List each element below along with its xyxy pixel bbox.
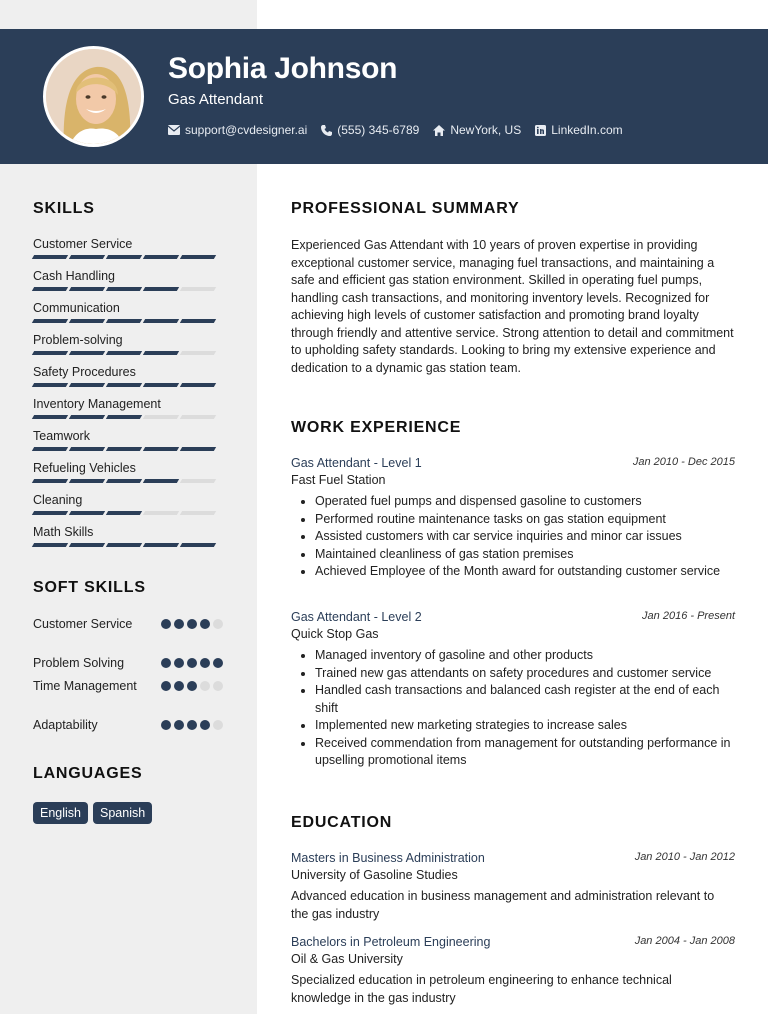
school-name: Oil & Gas University xyxy=(291,952,403,966)
location-text: NewYork, US xyxy=(450,123,522,137)
soft-skill-row xyxy=(33,678,223,695)
skill-level-segment xyxy=(180,543,216,547)
skill-level-bars xyxy=(33,447,215,451)
skill-level-segment xyxy=(143,511,179,515)
skill-level-segment xyxy=(143,351,179,355)
soft-skill-label: Time Management xyxy=(33,679,137,693)
job-bullet: Achieved Employee of the Month award for outstanding customer service xyxy=(291,563,735,581)
job-bullet: Trained new gas attendants on safety procedures and customer service xyxy=(291,665,735,683)
rating-dot xyxy=(161,720,171,730)
skill-level-bars xyxy=(33,543,215,547)
skill-level-segment xyxy=(69,447,105,451)
job-bullet: Maintained cleanliness of gas station premises xyxy=(291,546,735,564)
education-entry xyxy=(291,935,735,1007)
skill-level-segment xyxy=(180,447,216,451)
skill-level-segment xyxy=(180,319,216,323)
resume-header xyxy=(0,29,768,164)
rating-dot xyxy=(174,720,184,730)
job-bullet: Received commendation from management for outstanding performance in upselling promotional items xyxy=(291,735,735,770)
job-bullets xyxy=(291,493,735,581)
soft-skill-rating xyxy=(161,720,223,730)
rating-dot xyxy=(213,681,223,691)
main-column xyxy=(291,200,735,377)
skill-level-segment xyxy=(143,415,179,419)
job-entry xyxy=(291,610,735,770)
education-dates: Jan 2004 - Jan 2008 xyxy=(634,935,735,947)
rating-dot xyxy=(213,619,223,629)
skill-level-segment xyxy=(32,351,68,355)
summary-heading: PROFESSIONAL SUMMARY xyxy=(291,200,520,217)
skills-heading: SKILLS xyxy=(33,200,95,217)
skill-level-segment xyxy=(32,447,68,451)
soft-skill-row xyxy=(33,717,223,734)
contact-location[interactable] xyxy=(433,123,521,137)
school-name: University of Gasoline Studies xyxy=(291,868,458,882)
skill-level-segment xyxy=(69,543,105,547)
skill-level-bars xyxy=(33,319,215,323)
skill-level-segment xyxy=(143,383,179,387)
skill-level-segment xyxy=(69,383,105,387)
skill-level-segment xyxy=(180,415,216,419)
contact-email[interactable] xyxy=(168,123,307,137)
languages-list xyxy=(33,802,152,824)
skill-row xyxy=(33,461,223,493)
skill-level-segment xyxy=(143,287,179,291)
skill-row xyxy=(33,525,223,557)
job-title: Gas Attendant - Level 1 xyxy=(291,456,422,470)
soft-skill-label: Adaptability xyxy=(33,718,98,732)
skill-level-segment xyxy=(32,319,68,323)
job-title: Gas Attendant - Level 2 xyxy=(291,610,422,624)
skill-level-bars xyxy=(33,383,215,387)
candidate-title: Gas Attendant xyxy=(168,91,264,108)
job-bullet: Implemented new marketing strategies to increase sales xyxy=(291,717,735,735)
rating-dot xyxy=(187,720,197,730)
degree-title: Masters in Business Administration xyxy=(291,851,485,865)
rating-dot xyxy=(174,681,184,691)
skill-level-bars xyxy=(33,415,215,419)
skill-level-segment xyxy=(106,511,142,515)
education-heading: EDUCATION xyxy=(291,814,393,831)
skill-level-segment xyxy=(69,255,105,259)
skill-level-segment xyxy=(143,479,179,483)
skill-label: Safety Procedures xyxy=(33,365,136,379)
candidate-name: Sophia Johnson xyxy=(168,52,398,85)
phone-icon xyxy=(321,125,332,136)
contact-phone[interactable] xyxy=(321,123,419,137)
skill-level-segment xyxy=(69,287,105,291)
skill-level-segment xyxy=(69,351,105,355)
rating-dot xyxy=(200,658,210,668)
experience-heading: WORK EXPERIENCE xyxy=(291,419,462,436)
skill-row xyxy=(33,397,223,429)
soft-skills-heading: SOFT SKILLS xyxy=(33,579,146,596)
soft-skill-rating xyxy=(161,619,223,629)
skill-level-segment xyxy=(106,479,142,483)
skill-level-segment xyxy=(106,447,142,451)
rating-dot xyxy=(161,681,171,691)
skill-label: Communication xyxy=(33,301,120,315)
skill-level-segment xyxy=(106,287,142,291)
job-bullet: Operated fuel pumps and dispensed gasoline to customers xyxy=(291,493,735,511)
rating-dot xyxy=(174,658,184,668)
home-icon xyxy=(433,125,445,136)
job-bullet: Assisted customers with car service inquiries and minor car issues xyxy=(291,528,735,546)
job-bullet: Managed inventory of gasoline and other products xyxy=(291,647,735,665)
contact-list xyxy=(168,123,623,137)
skill-level-segment xyxy=(32,287,68,291)
education-section xyxy=(291,814,735,1005)
job-bullets xyxy=(291,647,735,770)
rating-dot xyxy=(213,658,223,668)
education-description: Advanced education in business management and administration relevant to the gas industry xyxy=(291,889,715,921)
skill-level-segment xyxy=(143,543,179,547)
skill-label: Math Skills xyxy=(33,525,94,539)
skill-level-segment xyxy=(180,511,216,515)
skill-level-segment xyxy=(32,383,68,387)
job-company: Quick Stop Gas xyxy=(291,627,379,641)
soft-skill-rating xyxy=(161,681,223,691)
skill-level-segment xyxy=(32,255,68,259)
education-dates: Jan 2010 - Jan 2012 xyxy=(634,851,735,863)
skill-level-bars xyxy=(33,351,215,355)
skill-level-segment xyxy=(180,479,216,483)
avatar xyxy=(43,46,144,147)
soft-skill-label: Problem Solving xyxy=(33,656,125,670)
education-entry xyxy=(291,851,735,923)
job-bullet: Handled cash transactions and balanced cash register at the end of each shift xyxy=(291,682,735,717)
rating-dot xyxy=(161,619,171,629)
skill-level-segment xyxy=(106,255,142,259)
skill-row xyxy=(33,333,223,365)
skill-level-bars xyxy=(33,511,215,515)
profile-photo-icon xyxy=(46,49,144,147)
contact-linkedin[interactable] xyxy=(535,123,622,137)
language-chip: English xyxy=(33,802,88,824)
skill-level-segment xyxy=(180,383,216,387)
email-icon xyxy=(168,125,180,135)
rating-dot xyxy=(213,720,223,730)
skill-label: Customer Service xyxy=(33,237,133,251)
skill-level-segment xyxy=(143,255,179,259)
rating-dot xyxy=(200,619,210,629)
skill-level-segment xyxy=(106,383,142,387)
rating-dot xyxy=(200,681,210,691)
rating-dot xyxy=(187,658,197,668)
soft-skill-row xyxy=(33,616,223,633)
skill-level-segment xyxy=(69,479,105,483)
skill-level-segment xyxy=(32,479,68,483)
skill-level-segment xyxy=(180,287,216,291)
language-chip: Spanish xyxy=(93,802,152,824)
degree-title: Bachelors in Petroleum Engineering xyxy=(291,935,491,949)
soft-skill-rating xyxy=(161,658,223,668)
skill-level-segment xyxy=(69,415,105,419)
skill-level-bars xyxy=(33,287,215,291)
job-bullet: Performed routine maintenance tasks on gas station equipment xyxy=(291,511,735,529)
rating-dot xyxy=(161,658,171,668)
skill-row xyxy=(33,429,223,461)
skill-level-segment xyxy=(106,543,142,547)
skill-label: Refueling Vehicles xyxy=(33,461,136,475)
skill-label: Cash Handling xyxy=(33,269,115,283)
experience-section xyxy=(291,419,735,767)
education-description: Specialized education in petroleum engineering to enhance technical knowledge in the gas industry xyxy=(291,973,672,1005)
job-dates: Jan 2010 - Dec 2015 xyxy=(632,456,735,468)
soft-skill-row xyxy=(33,655,223,672)
skill-level-segment xyxy=(106,351,142,355)
skill-label: Problem-solving xyxy=(33,333,123,347)
skill-level-bars xyxy=(33,479,215,483)
skill-level-segment xyxy=(32,511,68,515)
skill-level-segment xyxy=(69,319,105,323)
rating-dot xyxy=(187,619,197,629)
skill-level-bars xyxy=(33,255,215,259)
skill-row xyxy=(33,493,223,525)
email-text: support@cvdesigner.ai xyxy=(185,123,308,137)
skill-label: Cleaning xyxy=(33,493,83,507)
summary-text: Experienced Gas Attendant with 10 years of proven expertise in providing exceptional customer service, managing fuel transactions, and maintaining a safe and efficient gas station environment. Skilled in operating fuel pumps, handling cash transactions, and monitoring inventory levels. Recognized for achieving high levels of customer satisfaction and promoting brand loyalty through friendly and attentive service. Strong attention to detail and commitment to upholding safety standards. Looking to bring my extensive experience and dedication to a dynamic gas station team. xyxy=(291,238,734,375)
skill-level-segment xyxy=(106,319,142,323)
languages-heading: LANGUAGES xyxy=(33,765,143,782)
skill-row xyxy=(33,365,223,397)
skill-level-segment xyxy=(32,543,68,547)
skill-level-segment xyxy=(143,319,179,323)
skill-label: Teamwork xyxy=(33,429,90,443)
sidebar xyxy=(33,200,223,820)
skills-list xyxy=(33,237,223,557)
job-entry xyxy=(291,456,735,581)
rating-dot xyxy=(174,619,184,629)
skill-level-segment xyxy=(106,415,142,419)
skill-level-segment xyxy=(180,255,216,259)
skill-row xyxy=(33,237,223,269)
skill-level-segment xyxy=(143,447,179,451)
skill-row xyxy=(33,269,223,301)
skill-level-segment xyxy=(180,351,216,355)
skill-level-segment xyxy=(32,415,68,419)
skill-level-segment xyxy=(69,511,105,515)
phone-text: (555) 345-6789 xyxy=(337,123,420,137)
soft-skill-label: Customer Service xyxy=(33,617,133,631)
linkedin-icon xyxy=(535,125,546,136)
skill-row xyxy=(33,301,223,333)
job-company: Fast Fuel Station xyxy=(291,473,386,487)
skill-label: Inventory Management xyxy=(33,397,161,411)
linkedin-text: LinkedIn.com xyxy=(551,123,623,137)
rating-dot xyxy=(187,681,197,691)
job-dates: Jan 2016 - Present xyxy=(642,610,735,622)
rating-dot xyxy=(200,720,210,730)
